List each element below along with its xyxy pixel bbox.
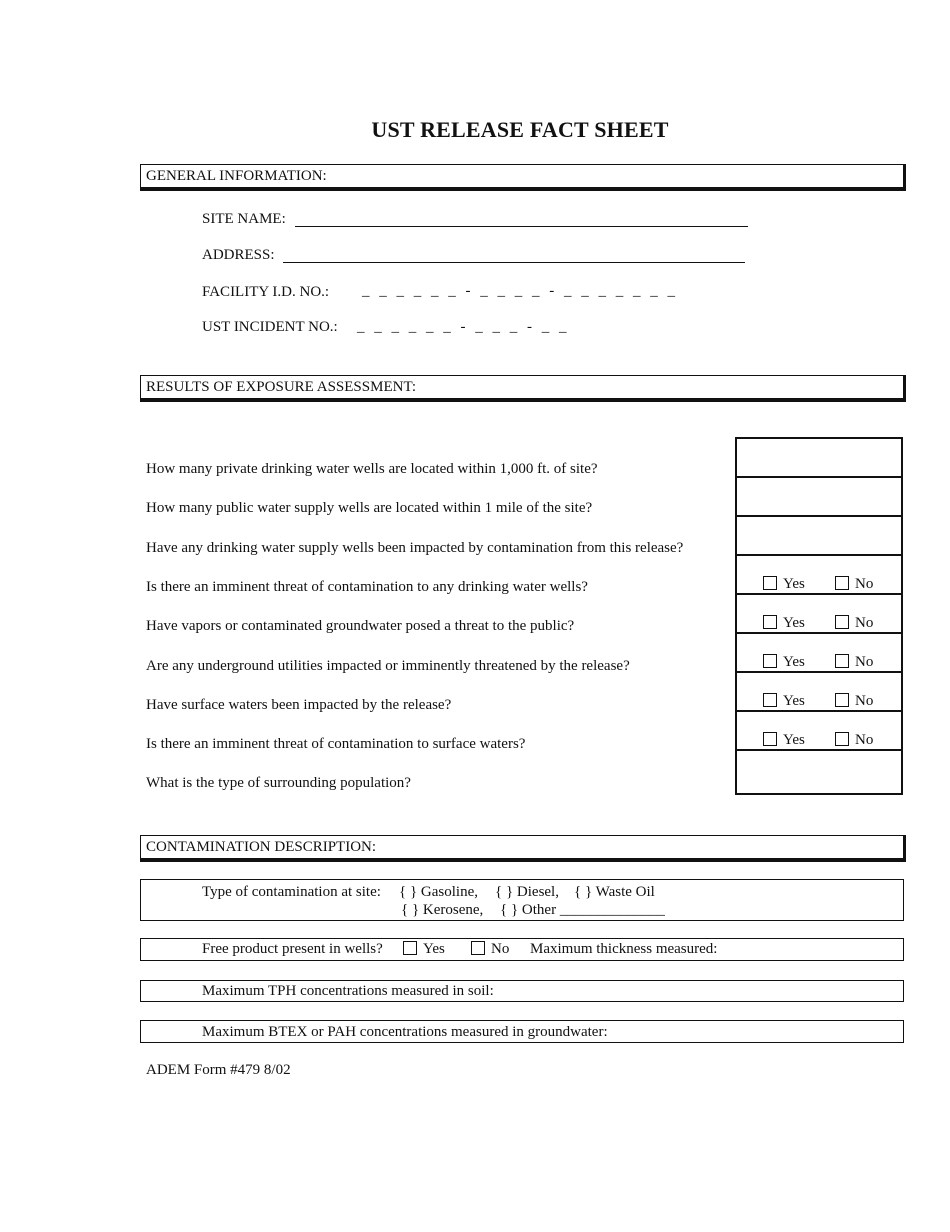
no-option[interactable]: [835, 732, 873, 749]
answer-surface-waters-impacted: [737, 673, 901, 712]
no-checkbox[interactable]: [835, 654, 849, 668]
diesel-label: Diesel,: [516, 884, 559, 900]
yes-label: Yes: [423, 941, 445, 957]
answers-column: [735, 437, 903, 795]
answer-public-wells-field[interactable]: [737, 478, 901, 517]
kerosene-option[interactable]: [401, 902, 483, 919]
form-number: ADEM Form #479 8/02: [146, 1062, 291, 1078]
answer-threat-surface-waters: [737, 712, 901, 751]
no-label: No: [855, 654, 874, 670]
question-surface-waters-impacted: Have surface waters been impacted by the release?: [146, 697, 452, 713]
answer-vapors-threat: [737, 595, 901, 634]
contamination-description-header: [140, 835, 906, 862]
no-option[interactable]: [835, 576, 873, 593]
no-option[interactable]: [835, 654, 873, 671]
ust-incident-field[interactable]: _ _ _ _ _ _ - _ _ _ - _ _: [357, 319, 570, 335]
answer-surrounding-population-field[interactable]: [737, 751, 901, 791]
yes-checkbox[interactable]: [763, 615, 777, 629]
yes-option[interactable]: [763, 576, 805, 593]
page-title: UST RELEASE FACT SHEET: [371, 117, 669, 142]
no-label: No: [491, 941, 510, 957]
question-private-wells: How many private drinking water wells are located within 1,000 ft. of site?: [146, 461, 598, 477]
no-option[interactable]: [835, 693, 873, 710]
answer-threat-drinking-wells: [737, 556, 901, 595]
gasoline-label: Gasoline,: [420, 884, 478, 900]
general-information-header: [140, 164, 906, 191]
contamination-type-box: [140, 879, 904, 921]
question-vapors-threat: Have vapors or contaminated groundwater posed a threat to the public?: [146, 618, 575, 634]
other-option[interactable]: [500, 902, 665, 919]
diesel-option[interactable]: [495, 884, 559, 901]
question-utilities-impacted: Are any underground utilities impacted or imminently threatened by the release?: [146, 658, 630, 674]
question-surrounding-population: What is the type of surrounding population?: [146, 775, 411, 791]
other-checkbox[interactable]: { }: [500, 902, 519, 918]
address-label: ADDRESS:: [202, 247, 275, 263]
no-checkbox[interactable]: [835, 615, 849, 629]
other-label: Other: [521, 902, 557, 918]
yes-option[interactable]: [763, 693, 805, 710]
yes-option[interactable]: [763, 654, 805, 671]
no-option[interactable]: [835, 615, 873, 632]
question-wells-impacted: Have any drinking water supply wells been impacted by contamination from this release?: [146, 540, 684, 556]
no-checkbox[interactable]: [835, 732, 849, 746]
btex-box: [140, 1020, 904, 1043]
other-field[interactable]: ______________: [559, 902, 665, 918]
question-threat-surface-waters: Is there an imminent threat of contamination to surface waters?: [146, 736, 526, 752]
btex-label: Maximum BTEX or PAH concentrations measured in groundwater:: [202, 1024, 608, 1040]
free-product-no-option[interactable]: [471, 941, 509, 958]
site-name-field[interactable]: [295, 226, 748, 227]
tph-label: Maximum TPH concentrations measured in soil:: [202, 983, 494, 999]
yes-label: Yes: [783, 693, 805, 709]
diesel-checkbox[interactable]: { }: [495, 884, 514, 900]
yes-option[interactable]: [763, 732, 805, 749]
question-threat-drinking-wells: Is there an imminent threat of contamination to any drinking water wells?: [146, 579, 588, 595]
no-checkbox[interactable]: [835, 693, 849, 707]
facility-id-label: FACILITY I.D. NO.:: [202, 284, 330, 300]
tph-box: [140, 980, 904, 1002]
yes-label: Yes: [783, 576, 805, 592]
yes-checkbox[interactable]: [763, 693, 777, 707]
answer-private-wells-field[interactable]: [737, 439, 901, 478]
answer-wells-impacted-field[interactable]: [737, 517, 901, 556]
general-information-label: GENERAL INFORMATION:: [146, 168, 327, 184]
contamination-type-label: Type of contamination at site:: [202, 884, 381, 900]
site-name-label: SITE NAME:: [202, 211, 286, 227]
waste-oil-label: Waste Oil: [595, 884, 655, 900]
facility-id-field[interactable]: _ _ _ _ _ _ - _ _ _ _ - _ _ _ _ _ _ _: [362, 283, 678, 299]
yes-option[interactable]: [763, 615, 805, 632]
gasoline-checkbox[interactable]: { }: [399, 884, 418, 900]
address-field[interactable]: [283, 262, 745, 263]
yes-checkbox[interactable]: [763, 654, 777, 668]
kerosene-checkbox[interactable]: { }: [401, 902, 420, 918]
yes-checkbox[interactable]: [763, 576, 777, 590]
gasoline-option[interactable]: [399, 884, 478, 901]
ust-incident-label: UST INCIDENT NO.:: [202, 319, 338, 335]
question-public-wells: How many public water supply wells are located within 1 mile of the site?: [146, 500, 593, 516]
exposure-assessment-header: [140, 375, 906, 402]
no-checkbox[interactable]: [835, 576, 849, 590]
exposure-assessment-label: RESULTS OF EXPOSURE ASSESSMENT:: [146, 379, 417, 395]
waste-oil-option[interactable]: [574, 884, 655, 901]
no-label: No: [855, 693, 874, 709]
no-checkbox[interactable]: [471, 941, 485, 955]
max-thickness-label: Maximum thickness measured:: [530, 941, 718, 957]
free-product-label: Free product present in wells?: [202, 941, 383, 957]
waste-oil-checkbox[interactable]: { }: [574, 884, 593, 900]
no-label: No: [855, 615, 874, 631]
answer-utilities-impacted: [737, 634, 901, 673]
contamination-description-label: CONTAMINATION DESCRIPTION:: [146, 839, 377, 855]
free-product-box: [140, 938, 904, 961]
yes-label: Yes: [783, 615, 805, 631]
free-product-yes-option[interactable]: [403, 941, 445, 958]
kerosene-label: Kerosene,: [422, 902, 484, 918]
yes-label: Yes: [783, 654, 805, 670]
yes-label: Yes: [783, 732, 805, 748]
no-label: No: [855, 732, 874, 748]
yes-checkbox[interactable]: [763, 732, 777, 746]
yes-checkbox[interactable]: [403, 941, 417, 955]
no-label: No: [855, 576, 874, 592]
